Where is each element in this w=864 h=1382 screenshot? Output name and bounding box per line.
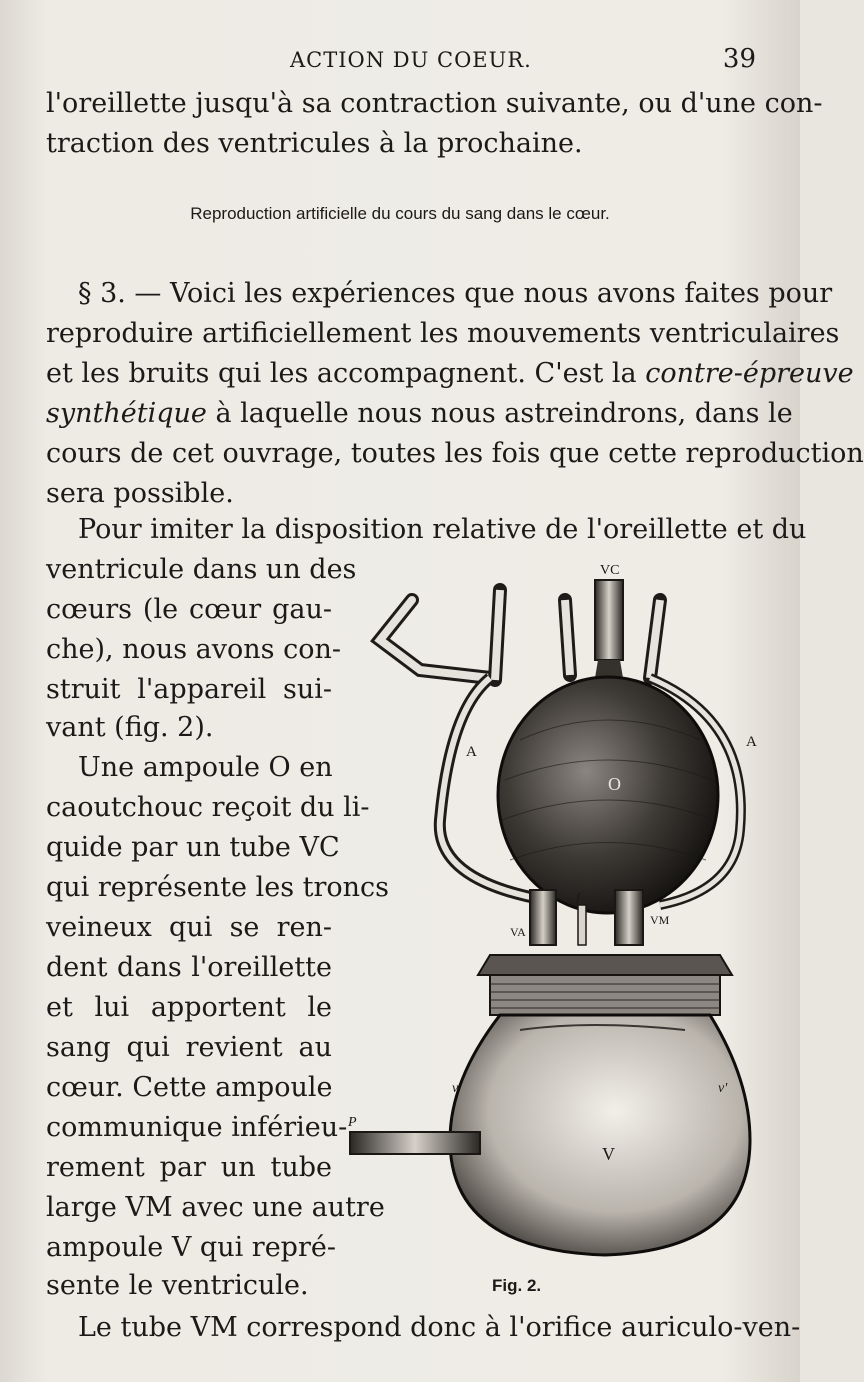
text-span: à laquelle nous nous astreindrons, dans le (206, 398, 793, 429)
f-tube (578, 905, 586, 945)
text-line: caoutchouc reçoit du li- (46, 792, 370, 823)
label-p: P (348, 1115, 357, 1130)
text-line: reproduire artificiellement les mouvements ventriculaires (46, 318, 840, 349)
label-a-left: A (466, 744, 477, 760)
text-line: dent dans l'oreillette (46, 952, 332, 983)
text-line: ampoule V qui repré- (46, 1232, 336, 1263)
text-line: communique inférieu- (46, 1112, 348, 1143)
text-line: sang qui revient au (46, 1032, 332, 1063)
ventricle-bulb-v (450, 1015, 750, 1255)
text-line: Pour imiter la disposition relative de l'oreillette et du (78, 514, 807, 545)
va-tube (530, 890, 556, 945)
section-heading: Reproduction artificielle du cours du sang dans le cœur. (190, 204, 610, 223)
text-line: qui représente les troncs (46, 872, 390, 903)
label-v-right: v' (718, 1081, 728, 1096)
label-vm: VM (650, 913, 670, 927)
text-line (46, 358, 854, 389)
italic-term: contre-épreuve (645, 358, 854, 389)
running-title: ACTION DU COEUR. (290, 48, 532, 72)
vm-tube (615, 890, 643, 945)
page-number: 39 (722, 44, 756, 74)
text-line: l'oreillette jusqu'à sa contraction suivante, ou d'une con- (46, 88, 823, 119)
label-f: f (576, 890, 580, 905)
text-line: ventricule dans un des (46, 554, 357, 585)
text-line: che), nous avons con- (46, 634, 341, 665)
text-line: sera possible. (46, 478, 234, 509)
bottle-neck (490, 975, 720, 1015)
text-line: cœur. Cette ampoule (46, 1072, 333, 1103)
text-line: traction des ventricules à la prochaine. (46, 128, 583, 159)
bottle-collar (478, 955, 732, 975)
text-line: struit l'appareil sui- (46, 674, 332, 705)
text-line: Une ampoule O en (78, 752, 333, 783)
apparatus-figure (340, 560, 780, 1280)
text-line: vant (fig. 2). (46, 712, 214, 743)
rubber-bulb-o (498, 677, 718, 913)
text-line: veineux qui se ren- (46, 912, 332, 943)
label-vc: VC (600, 563, 620, 578)
p-tube (350, 1132, 480, 1154)
vc-tube (595, 580, 623, 660)
text-line: rement par un tube (46, 1152, 332, 1183)
label-o: O (608, 774, 621, 794)
text-line: cours de cet ouvrage, toutes les fois que cette reproduction (46, 438, 864, 469)
text-line: sente le ventricule. (46, 1270, 309, 1301)
text-line: cœurs (le cœur gau- (46, 594, 332, 625)
text-line: quide par un tube VC (46, 832, 340, 863)
page-header (0, 44, 800, 84)
italic-term: synthétique (46, 398, 207, 429)
label-v-left: v (452, 1081, 459, 1096)
label-v-big: V (602, 1144, 615, 1164)
figure-caption: Fig. 2. (492, 1276, 542, 1295)
text-line: § 3. — Voici les expériences que nous avons faites pour (78, 278, 833, 309)
label-a-right: A (746, 734, 757, 750)
label-va: VA (510, 925, 526, 939)
text-span: et les bruits qui les accompagnent. C'est la (46, 358, 646, 389)
text-line: Le tube VM correspond donc à l'orifice auriculo-ven- (78, 1312, 801, 1343)
text-line: et lui apportent le (46, 992, 332, 1023)
text-line: large VM avec une autre (46, 1192, 385, 1223)
text-line (46, 398, 793, 429)
